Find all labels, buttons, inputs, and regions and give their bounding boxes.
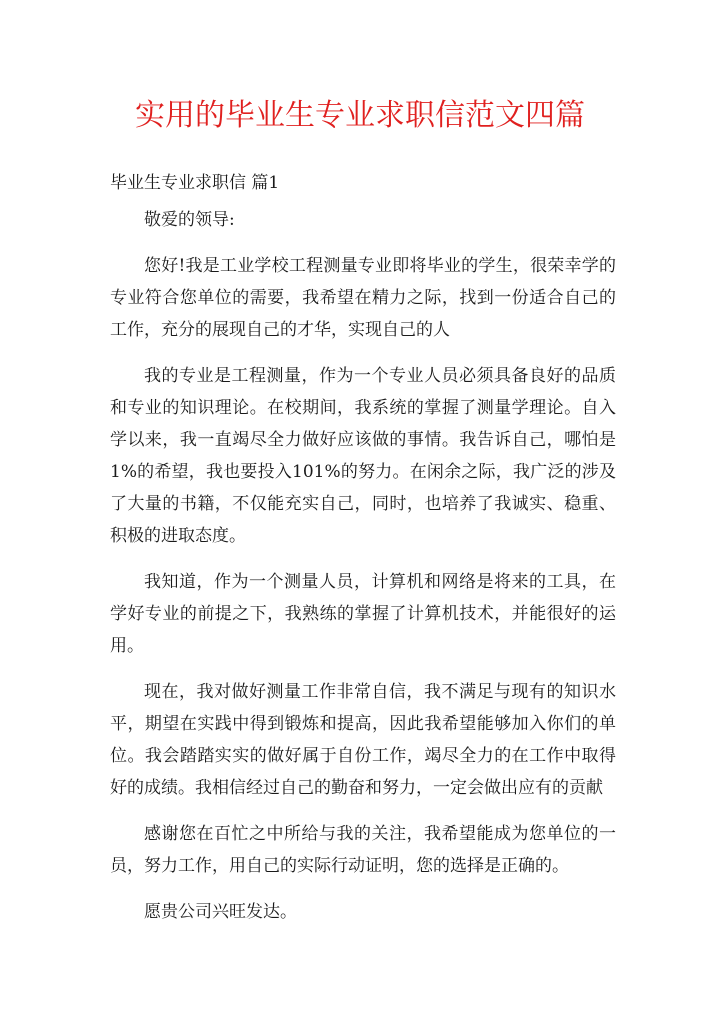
paragraph-greeting: 您好!我是工业学校工程测量专业即将毕业的学生，很荣幸学的专业符合您单位的需要，我希望在精力之际，找到一份适合自己的工作，充分的展现自己的才华，实现自己的人 (110, 256, 616, 340)
paragraph-thanks: 感谢您在百忙之中所给与我的关注，我希望能成为您单位的一员，努力工作，用自己的实际行动证明，您的选择是正确的。 (110, 824, 616, 876)
salutation: 敬爱的领导: (144, 210, 235, 230)
paragraph-closing-wish: 愿贵公司兴旺发达。 (144, 902, 297, 922)
letter-body (110, 204, 616, 942)
paragraph-confidence: 现在，我对做好测量工作非常自信，我不满足与现有的知识水平，期望在实践中得到锻炼和提高，因此我希望能够加入你们的单位。我会踏踏实实的做好属于自份工作，竭尽全力的在工作中取得好的成绩。我相信经过自己的勤奋和努力，一定会做出应有的贡献 (110, 682, 616, 798)
paragraph-computer-skills: 我知道，作为一个测量人员，计算机和网络是将来的工具，在学好专业的前提之下，我熟练的掌握了计算机技术，并能很好的运用。 (110, 572, 616, 656)
document-title: 实用的毕业生专业求职信范文四篇 (135, 98, 585, 133)
section-heading: 毕业生专业求职信 篇1 (110, 173, 280, 193)
paragraph-major: 我的专业是工程测量，作为一个专业人员必须具备良好的品质和专业的知识理论。在校期间，我系统的掌握了测量学理论。自入学以来，我一直竭尽全力做好应该做的事情。我告诉自己，哪怕是1%的希望，我也要投入101%的努力。在闲余之际，我广泛的涉及了大量的书籍，不仅能充实自己，同时，也培养了我诚实、稳重、积极的进取态度。 (110, 366, 616, 546)
